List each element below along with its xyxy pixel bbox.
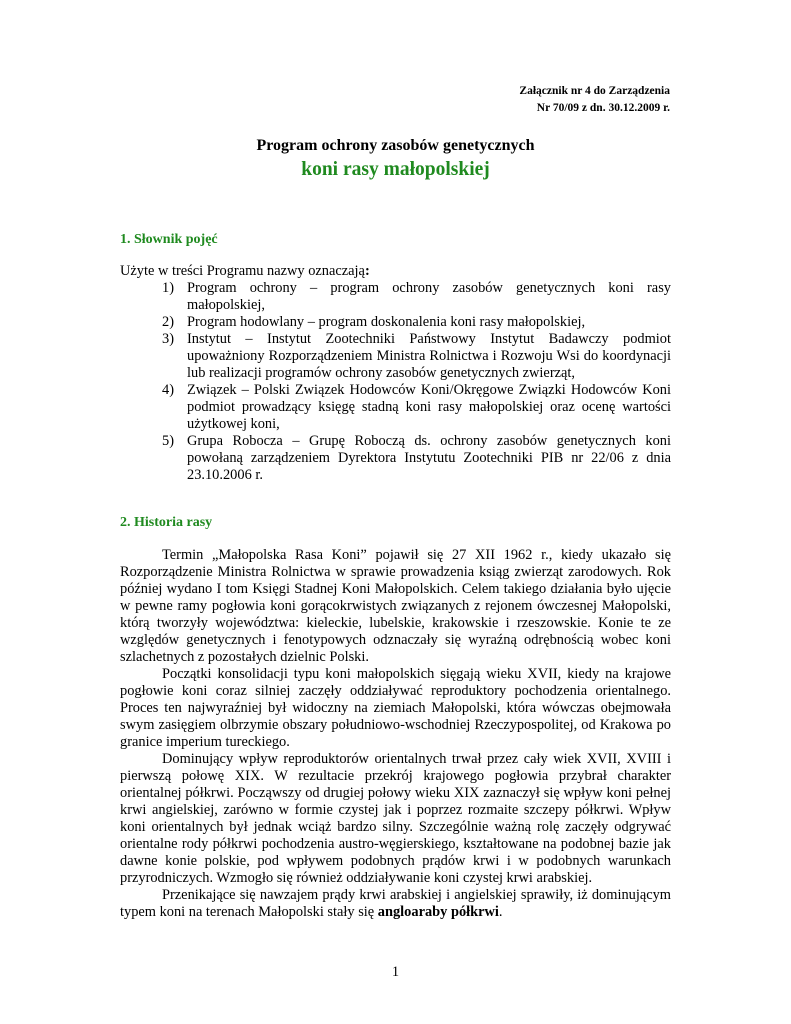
annex-line-2: Nr 70/09 z dn. 30.12.2009 r. bbox=[536, 102, 670, 114]
definition-item bbox=[120, 331, 671, 382]
definition-text: Instytut – Instytut Zootechniki Państwowy Instytut Badawczy podmiot upoważniony Rozporządzeniem Ministra Rolnictwa i Rozwoju Wsi do koordynacji lub realizacji programów ochrony zasobów genetycznych zwierząt, bbox=[187, 331, 671, 381]
definition-text: Program hodowlany – program doskonalenia koni rasy małopolskiej, bbox=[187, 314, 586, 330]
definitions-intro bbox=[120, 263, 671, 280]
history-paragraph-4 bbox=[120, 887, 671, 921]
definition-item bbox=[120, 382, 671, 433]
section-1-body bbox=[120, 263, 671, 484]
history-paragraph-1: Termin „Małopolska Rasa Koni” pojawił się 27 XII 1962 r., kiedy ukazało się Rozporządzenie Ministra Rolnictwa w sprawie prowadzenia ksiąg zwierząt zarodowych. Rok później wydano I tom Księgi Stadnej Koni Małopolskich. Celem takiego działania było ujęcie w pewne ramy pogłowia koni gorącokrwistych związanych z rejonem ówczesnej Małopolski, którą tworzyły województwa: kieleckie, lubelskie, krakowskie i rzeszowskie. Konie te ze względów genetycznych i fenotypowych odznaczały się wyraźną odrębnością wobec koni szlachetnych z pozostałych dzielnic Polski. bbox=[120, 547, 671, 665]
section-2-heading: 2. Historia rasy bbox=[120, 515, 213, 530]
definitions-intro-colon: : bbox=[364, 263, 370, 279]
definition-number: 1) bbox=[162, 280, 174, 296]
history-paragraph-4-start: Przenikające się nawzajem prądy krwi arabskiej i angielskiej sprawiły, iż dominującym typem koni na terenach Małopolski stały się bbox=[120, 887, 671, 920]
annex-reference bbox=[519, 83, 670, 117]
definition-text: Związek – Polski Związek Hodowców Koni/Okręgowe Związki Hodowców Koni podmiot prowadzący księgę stadną koni rasy małopolskiej oraz ocenę wartości użytkowej koni, bbox=[187, 382, 671, 432]
history-paragraph-3: Dominujący wpływ reproduktorów orientalnych trwał przez cały wiek XVII, XVIII i pierwszą połowę XIX. W rezultacie przekrój krajowego pogłowia przybrał charakter orientalnej półkrwi. Począwszy od drugiej połowy wieku XIX zaznaczył się wpływ koni pełnej krwi angielskiej, zarówno w formie czystej jak i poprzez rozmaite szczepy półkrwi. Wpływ koni orientalnych był jednak wciąż bardzo silny. Szczególnie ważną rolę zaczęły odgrywać orientalne rody półkrwi pochodzenia austro-węgierskiego, kształtowane na podobnej bazie jak dawne konie polskie, pod wpływem podobnych prądów krwi i w podobnych warunkach przyrodniczych. Wzmogło się również oddziaływanie koni czystej krwi arabskiej. bbox=[120, 751, 671, 886]
history-paragraph-2: Początki konsolidacji typu koni małopolskich sięgają wieku XVII, kiedy na krajowe pogłowie koni coraz silniej zaczęły oddziaływać reproduktory pochodzenia orientalnego. Proces ten najwyraźniej był widoczny na ziemiach Małopolski, która wówczas obejmowała swym zasięgiem olbrzymie obszary południowo-wschodniej Rzeczypospolitej, od Krakowa po granice imperium tureckiego. bbox=[120, 666, 671, 750]
definition-number: 3) bbox=[162, 331, 174, 347]
definition-text: Program ochrony – program ochrony zasobów genetycznych koni rasy małopolskiej, bbox=[187, 280, 671, 313]
definitions-list bbox=[120, 280, 671, 484]
definition-number: 4) bbox=[162, 382, 174, 398]
annex-line-1: Załącznik nr 4 do Zarządzenia bbox=[519, 85, 670, 97]
history-paragraph-4-bold: angloaraby półkrwi bbox=[377, 904, 499, 920]
section-2-body bbox=[120, 547, 671, 921]
definition-text: Grupa Robocza – Grupę Roboczą ds. ochrony zasobów genetycznych koni powołaną zarządzeniem Dyrektora Instytutu Zootechniki PIB nr 22/06 z dnia 23.10.2006 r. bbox=[187, 433, 671, 483]
page-number: 1 bbox=[391, 964, 400, 980]
definitions-intro-text: Użyte w treści Programu nazwy oznaczają bbox=[120, 263, 365, 279]
definition-number: 5) bbox=[162, 433, 174, 449]
document-title: Program ochrony zasobów genetycznych bbox=[256, 137, 535, 154]
history-paragraph-4-end: . bbox=[498, 904, 503, 920]
section-1-heading: 1. Słownik pojęć bbox=[120, 232, 218, 247]
definition-item bbox=[120, 314, 671, 331]
document-subtitle: koni rasy małopolskiej bbox=[301, 159, 490, 180]
definition-item bbox=[120, 433, 671, 484]
definition-item bbox=[120, 280, 671, 314]
definition-number: 2) bbox=[162, 314, 174, 330]
